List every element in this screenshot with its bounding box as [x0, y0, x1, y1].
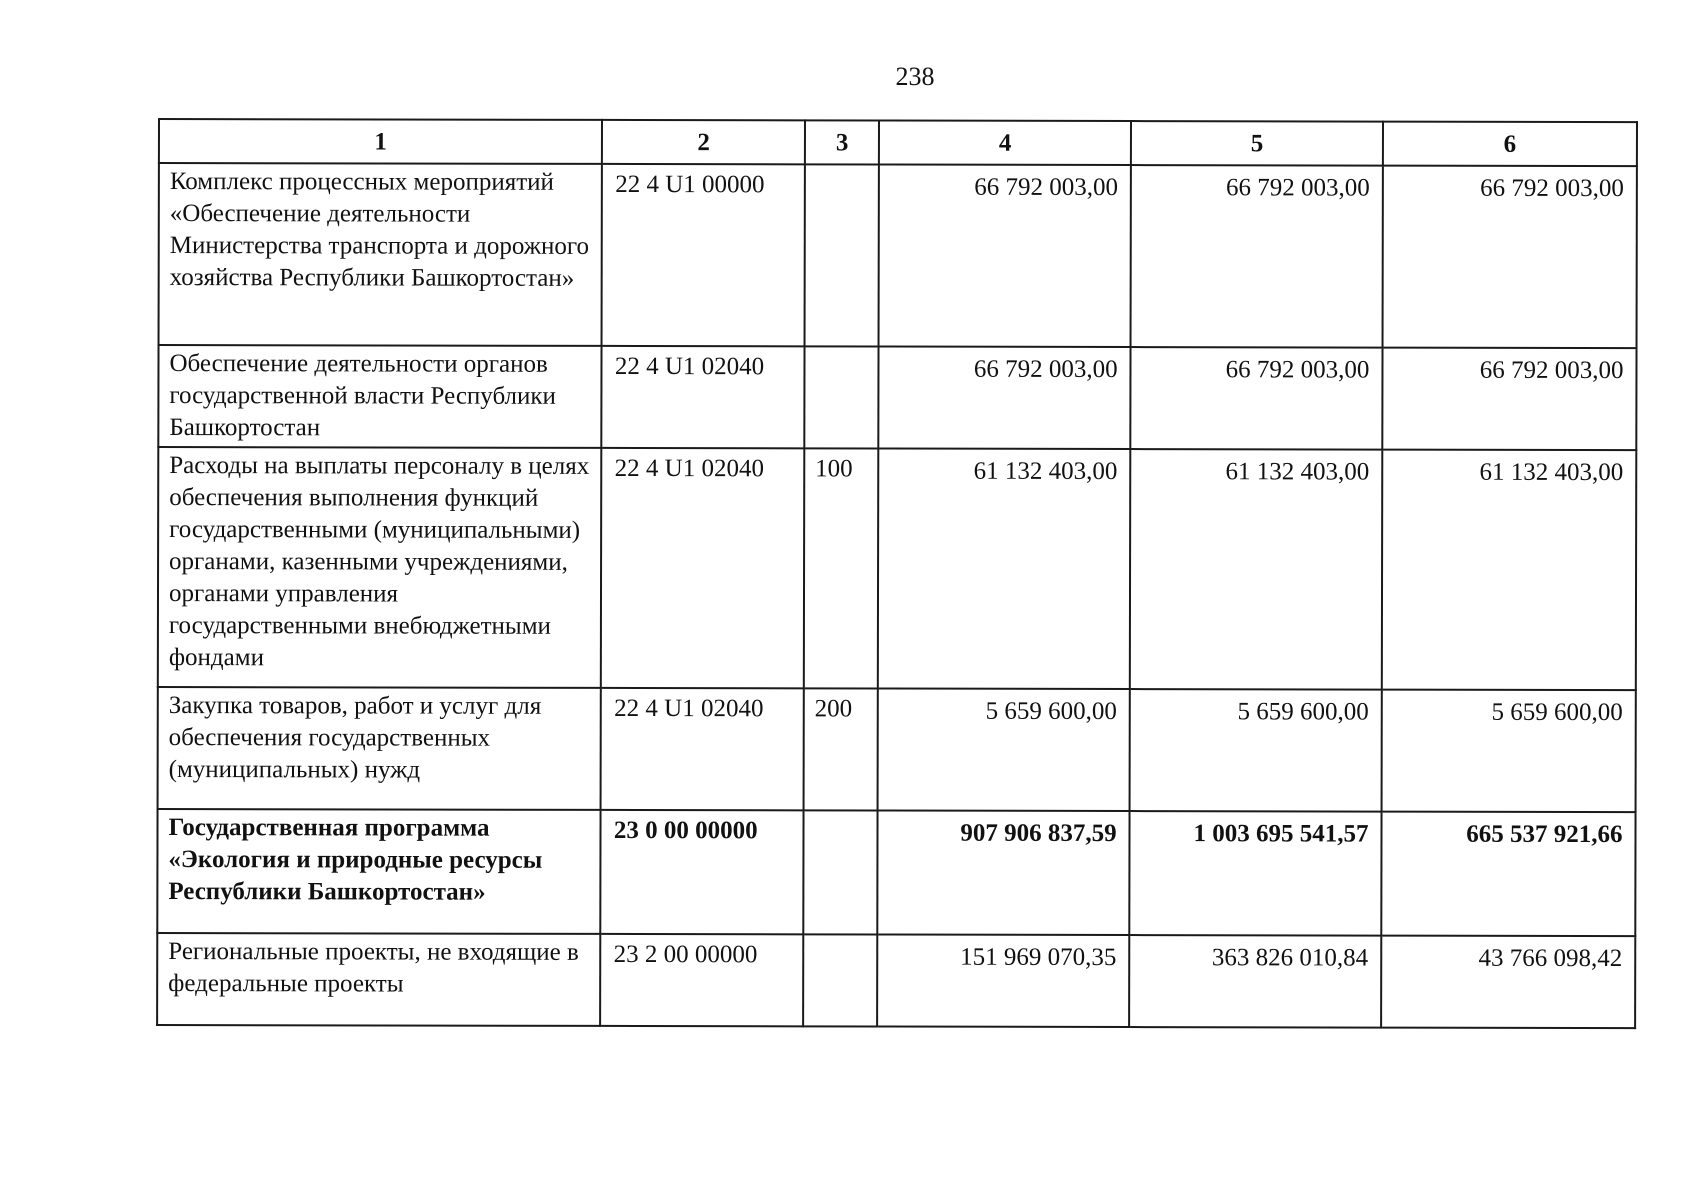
row-code-cell: 23 2 00 00000 — [600, 934, 803, 1026]
row-name-cell: Региональные проекты, не входящие в федеральные проекты — [157, 933, 601, 1026]
row-name-cell: Обеспечение деятельности органов государственной власти Республики Башкортостан — [158, 345, 602, 448]
row-value-col6-cell: 5 659 600,00 — [1382, 690, 1636, 813]
row-expense-type-cell — [804, 346, 879, 448]
column-header: 5 — [1131, 121, 1383, 166]
column-header: 3 — [805, 120, 880, 164]
row-value-col4-cell: 66 792 003,00 — [879, 347, 1131, 450]
column-header: 4 — [879, 121, 1131, 166]
row-value-col5-cell: 363 826 010,84 — [1129, 935, 1381, 1028]
page-number: 238 — [895, 62, 935, 91]
row-code-cell: 23 0 00 00000 — [601, 810, 804, 934]
row-name-cell: Государственная программа «Экология и природные ресурсы Республики Башкортостан» — [157, 809, 601, 934]
row-value-col4-cell: 151 969 070,35 — [877, 935, 1129, 1028]
row-value-col4-cell: 66 792 003,00 — [879, 165, 1131, 348]
row-value-col5-cell: 61 132 403,00 — [1130, 449, 1382, 690]
row-code-cell: 22 4 U1 02040 — [602, 346, 805, 448]
column-header: 1 — [159, 119, 602, 164]
table-row — [159, 163, 1637, 348]
row-code-cell: 22 4 U1 00000 — [602, 164, 805, 346]
table-row — [158, 687, 1636, 812]
row-expense-type-cell: 200 — [803, 688, 878, 810]
row-value-col4-cell: 5 659 600,00 — [878, 689, 1130, 812]
row-value-col5-cell: 1 003 695 541,57 — [1129, 811, 1381, 936]
column-header: 2 — [602, 120, 805, 164]
row-expense-type-cell — [803, 934, 878, 1026]
table-row — [157, 933, 1635, 1028]
row-value-col4-cell: 907 906 837,59 — [878, 811, 1130, 936]
row-name-cell: Расходы на выплаты персоналу в целях обеспечения выполнения функций государственными (муниципальными) органами, казенными учреждениями, органами управления государственными внебюджетными фондами — [158, 447, 602, 688]
row-value-col6-cell: 665 537 921,66 — [1381, 812, 1635, 937]
row-expense-type-cell: 100 — [804, 448, 879, 688]
row-value-col6-cell: 61 132 403,00 — [1382, 450, 1637, 691]
table-row — [158, 345, 1636, 450]
row-value-col5-cell: 66 792 003,00 — [1131, 165, 1383, 348]
row-name-cell: Комплекс процессных мероприятий «Обеспечение деятельности Министерства транспорта и дорожного хозяйства Республики Башкортостан» — [159, 163, 603, 346]
row-code-cell: 22 4 U1 02040 — [601, 688, 804, 810]
row-expense-type-cell — [803, 810, 878, 934]
row-value-col4-cell: 61 132 403,00 — [878, 449, 1130, 690]
row-value-col5-cell: 5 659 600,00 — [1130, 689, 1382, 812]
row-value-col6-cell: 66 792 003,00 — [1382, 348, 1636, 451]
table-row — [157, 809, 1635, 936]
row-value-col6-cell: 43 766 098,42 — [1381, 936, 1635, 1029]
row-expense-type-cell — [804, 164, 879, 346]
table-row — [158, 447, 1636, 690]
row-name-cell: Закупка товаров, работ и услуг для обеспечения государственных (муниципальных) нужд — [158, 687, 602, 810]
column-header: 6 — [1383, 122, 1637, 167]
budget-table — [156, 118, 1638, 1029]
row-value-col6-cell: 66 792 003,00 — [1382, 166, 1636, 349]
row-code-cell: 22 4 U1 02040 — [601, 448, 804, 688]
table-header-row — [159, 119, 1637, 166]
row-value-col5-cell: 66 792 003,00 — [1130, 347, 1382, 450]
